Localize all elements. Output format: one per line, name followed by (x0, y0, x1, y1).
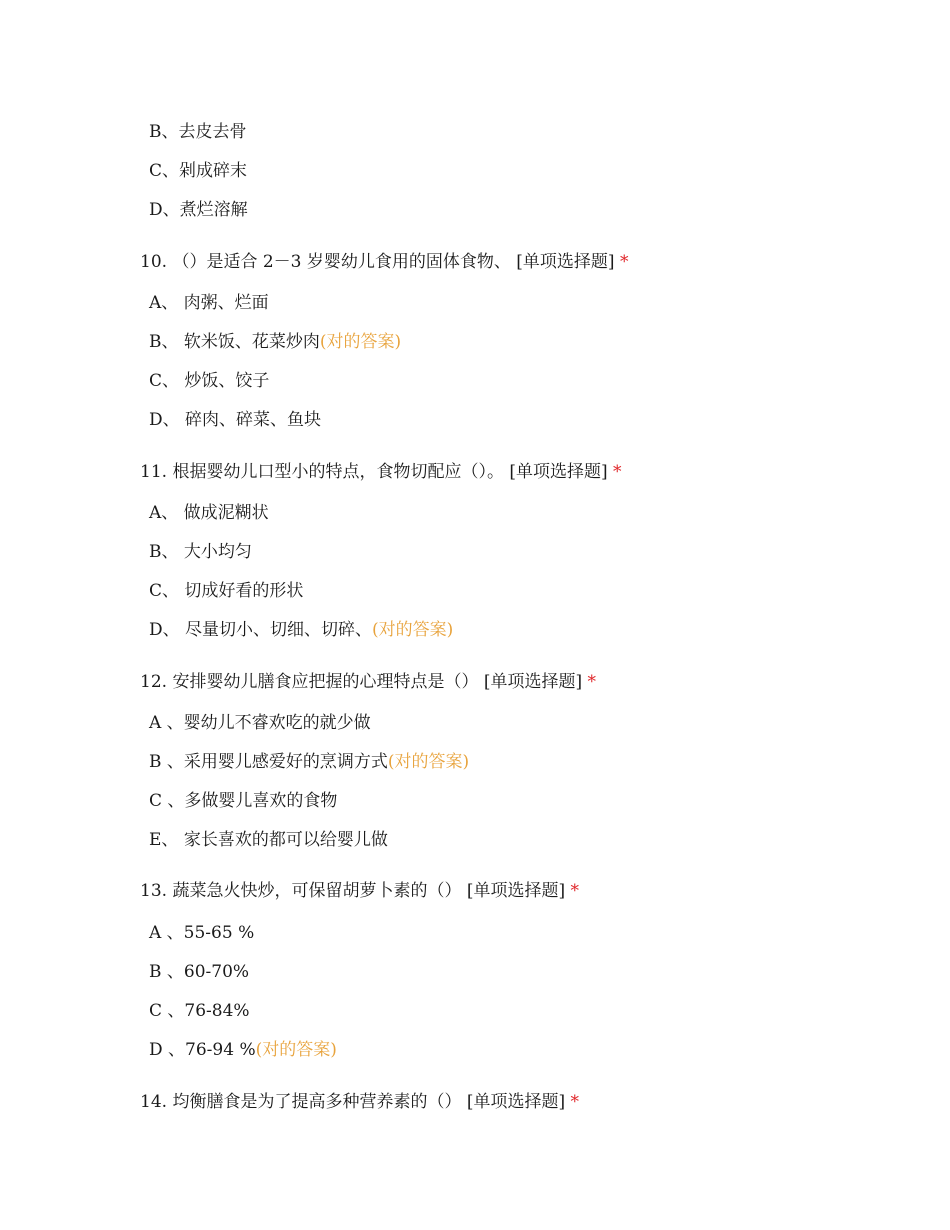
option-text: C 、76-84% (149, 1001, 250, 1021)
option-line (149, 619, 453, 641)
option-text: D、 碎肉、碎菜、鱼块 (149, 410, 322, 430)
required-mark: * (619, 252, 629, 272)
question-type: [单项选择题] (509, 462, 608, 482)
option-text: B、 大小均匀 (149, 542, 252, 562)
question-text: 11. 根据婴幼儿口型小的特点，食物切配应（）。 (140, 462, 504, 482)
option-text: C、剁成碎末 (149, 161, 248, 181)
option-line (149, 370, 269, 392)
required-mark: * (587, 672, 597, 692)
required-mark: * (570, 1092, 580, 1112)
option-line (149, 502, 269, 524)
option-line (149, 199, 248, 221)
option-line (149, 961, 249, 983)
question-type: [单项选择题] (466, 881, 566, 901)
option-line (149, 712, 371, 734)
option-line (149, 121, 247, 143)
question-text: 10. （）是适合 2－3 岁婴幼儿食用的固体食物、 (140, 252, 511, 272)
option-line (149, 829, 388, 851)
option-line (149, 1039, 337, 1061)
option-line (149, 790, 337, 812)
option-line (149, 580, 303, 602)
option-line (149, 922, 254, 944)
option-line (149, 160, 247, 182)
question-type: [单项选择题] (483, 672, 583, 692)
option-text: B 、60-70% (149, 962, 250, 982)
option-text: A 、55-65 % (149, 923, 255, 943)
question-text: 12. 安排婴幼儿膳食应把握的心理特点是（） (140, 672, 479, 692)
option-text: A、 肉粥、烂面 (149, 293, 269, 313)
option-line (149, 751, 469, 773)
correct-answer-mark: (对的答案) (319, 332, 402, 352)
question-title (140, 461, 622, 483)
option-text: B、去皮去骨 (149, 122, 247, 142)
option-line (149, 541, 252, 563)
option-text: C、 炒饭、饺子 (149, 371, 270, 391)
option-line (149, 1000, 250, 1022)
option-text: E、 家长喜欢的都可以给婴儿做 (149, 830, 388, 850)
option-text: D、 尽量切小、切细、切碎、 (149, 620, 373, 640)
required-mark: * (613, 462, 622, 482)
question-type: [单项选择题] (466, 1092, 566, 1112)
option-text: B、 软米饭、花菜炒肉 (149, 332, 320, 352)
option-text: A 、婴幼儿不睿欢吃的就少做 (149, 713, 371, 733)
question-text: 13. 蔬菜急火快炒，可保留胡萝卜素的（） (140, 881, 462, 901)
option-text: D、煮烂溶解 (149, 200, 248, 220)
question-title (140, 1091, 579, 1113)
option-line (149, 331, 401, 353)
question-title (140, 671, 596, 693)
correct-answer-mark: (对的答案) (387, 752, 470, 772)
correct-answer-mark: (对的答案) (372, 620, 454, 640)
question-type: [单项选择题] (516, 252, 615, 272)
option-text: A、 做成泥糊状 (149, 503, 269, 523)
option-line (149, 409, 321, 431)
question-title (140, 880, 579, 902)
option-text: C 、多做婴儿喜欢的食物 (149, 791, 338, 811)
option-text: D 、76-94 % (149, 1040, 256, 1060)
required-mark: * (570, 881, 580, 901)
option-text: C、 切成好看的形状 (149, 581, 304, 601)
option-text: B 、采用婴儿感爱好的烹调方式 (149, 752, 388, 772)
option-line (149, 292, 269, 314)
question-title (140, 251, 628, 273)
question-text: 14. 均衡膳食是为了提高多种营养素的（） (140, 1092, 462, 1112)
correct-answer-mark: (对的答案) (255, 1040, 337, 1060)
